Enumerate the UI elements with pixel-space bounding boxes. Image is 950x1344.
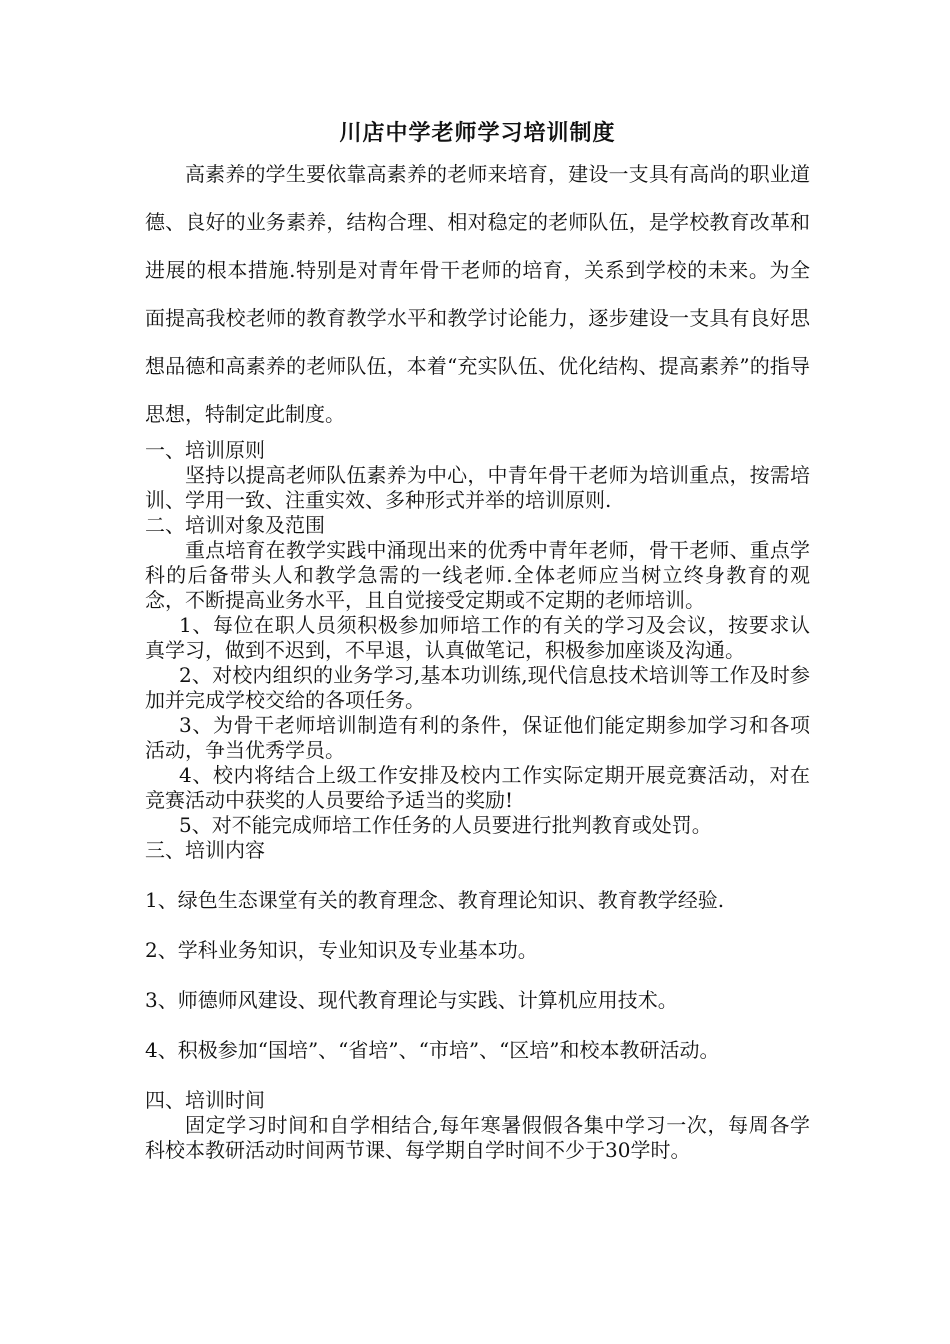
list-item: 4、校内将结合上级工作安排及校内工作实际定期开展竞赛活动，对在竞赛活动中获奖的人员要给予适当的奖励! xyxy=(145,763,810,812)
content-list-item: 3、师德师风建设、现代教育理论与实践、计算机应用技术。 xyxy=(145,988,678,1012)
content-list-item: 4、积极参加“国培”、“省培”、“市培”、“区培”和校本教研活动。 xyxy=(145,1038,720,1062)
section-heading-principles: 一、培训原则 xyxy=(145,438,265,462)
list-item: 1、每位在职人员须积极参加师培工作的有关的学习及会议，按要求认真学习，做到不迟到，不早退，认真做笔记，积极参加座谈及沟通。 xyxy=(145,613,810,662)
list-item: 2、对校内组织的业务学习,基本功训练,现代信息技术培训等工作及时参加并完成学校交给的各项任务。 xyxy=(145,663,810,712)
document-page xyxy=(145,118,810,1163)
list-item: 3、为骨干老师培训制造有利的条件，保证他们能定期参加学习和各项活动，争当优秀学员。 xyxy=(145,713,810,762)
content-list-item: 1、绿色生态课堂有关的教育理念、教育理论知识、教育教学经验. xyxy=(145,888,725,912)
time-paragraph: 固定学习时间和自学相结合,每年寒暑假假各集中学习一次，每周各学科校本教研活动时间两节课、每学期自学时间不少于30学时。 xyxy=(145,1113,810,1162)
content-list-item: 2、学科业务知识，专业知识及专业基本功。 xyxy=(145,938,538,962)
section-heading-content: 三、培训内容 xyxy=(145,838,265,862)
document-title: 川店中学老师学习培训制度 xyxy=(339,120,616,146)
list-item: 5、对不能完成师培工作任务的人员要进行批判教育或处罚。 xyxy=(179,813,712,837)
section-heading-time: 四、培训时间 xyxy=(145,1088,265,1112)
intro-paragraph: 高素养的学生要依靠高素养的老师来培育，建设一支具有高尚的职业道德、良好的业务素养，结构合理、相对稳定的老师队伍，是学校教育改革和进展的根本措施.特别是对青年骨干老师的培育，关系到学校的未来。为全面提高我校老师的教育教学水平和教学讨论能力，逐步建设一支具有良好思想品德和高素养的老师队伍，本着“充实队伍、优化结构、提高素养”的指导思想，特制定此制度。 xyxy=(145,162,810,426)
principles-paragraph: 坚持以提高老师队伍素养为中心，中青年骨干老师为培训重点，按需培训、学用一致、注重实效、多种形式并举的培训原则. xyxy=(145,463,810,512)
section-heading-targets: 二、培训对象及范围 xyxy=(145,513,325,537)
targets-paragraph: 重点培育在教学实践中涌现出来的优秀中青年老师，骨干老师、重点学科的后备带头人和教学急需的一线老师.全体老师应当树立终身教育的观念，不断提高业务水平，且自觉接受定期或不定期的老师培训。 xyxy=(145,538,810,612)
